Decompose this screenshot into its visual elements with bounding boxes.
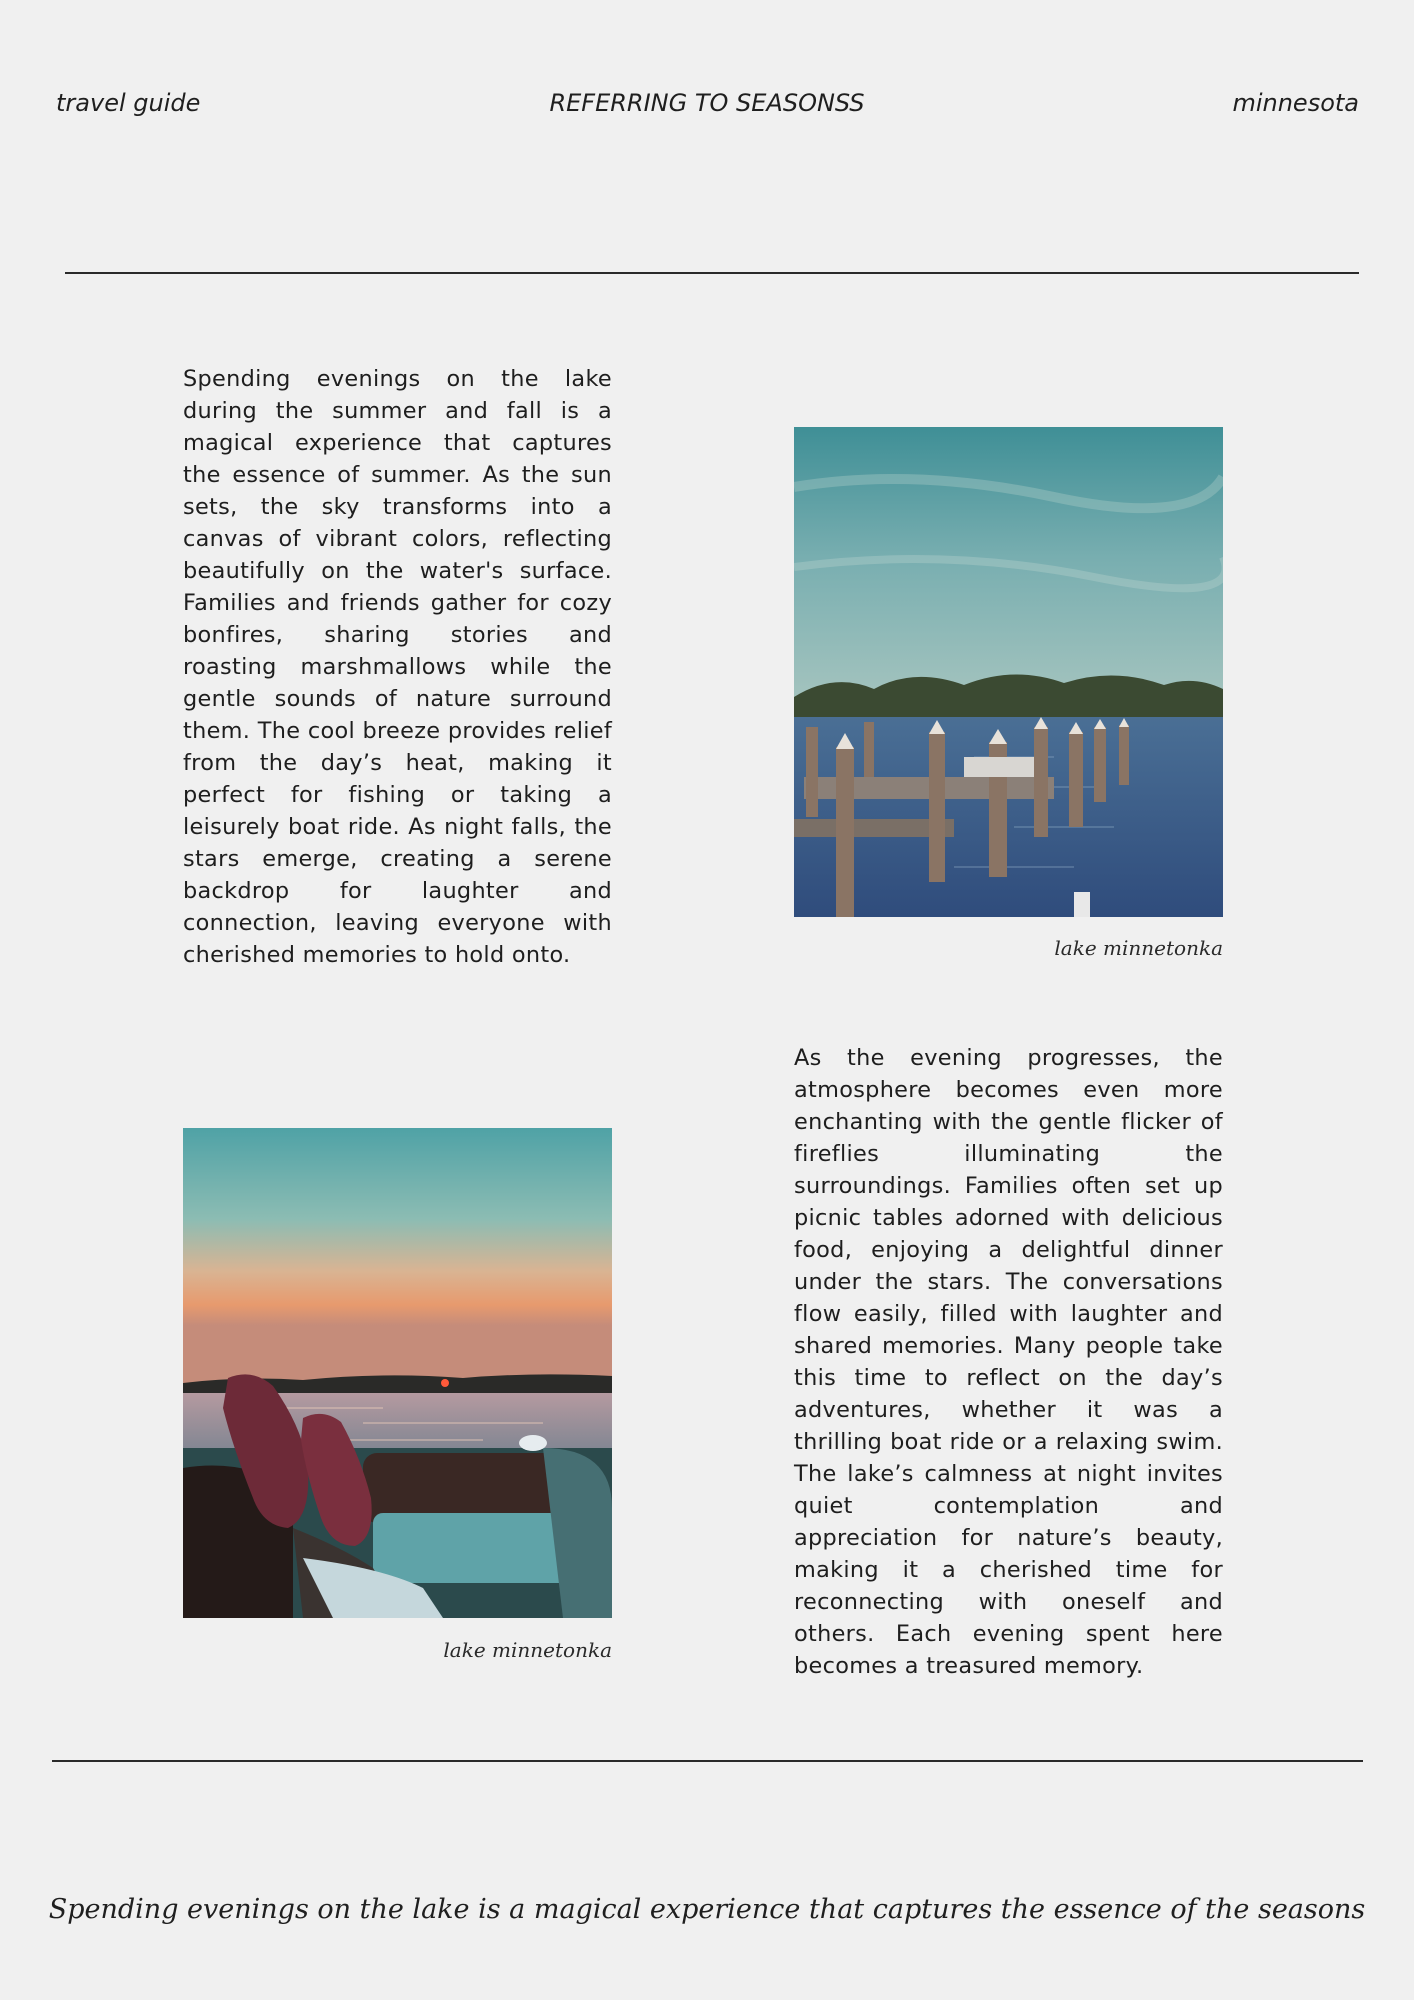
paragraph-summer-evenings: Spending evenings on the lake during the summer and fall is a magical experience that captures the essence of summer. As the sun sets, the sky transforms into a canvas of vibrant colors, reflecting beautifully on the water's surface. Families and friends gather for cozy bonfires, sharing stories and roasting marshmallows while the gentle sounds of nature surround them. The cool breeze provides relief from the day’s heat, making it perfect for fishing or taking a leisurely boat ride. As night falls, the stars emerge, creating a serene backdrop for laughter and connection, leaving everyone with cherished memories to hold onto. (183, 366, 612, 968)
sunset-boat-photo (183, 1128, 612, 1618)
dock-photo-caption: lake minnetonka (1054, 936, 1223, 960)
top-divider (65, 272, 1359, 274)
footer-quote: Spending evenings on the lake is a magical experience that captures the essence of the seasons (48, 1894, 1366, 1925)
dock-photo (794, 427, 1223, 917)
bottom-divider (52, 1760, 1363, 1762)
header-left-label: travel guide (56, 89, 201, 117)
paragraph-evening-progresses: As the evening progresses, the atmosphere becomes even more enchanting with the gentle flicker of fireflies illuminating the surroundings. Families often set up picnic tables adorned with delicious food, enjoying a delightful dinner under the stars. The conversations flow easily, filled with laughter and shared memories. Many people take this time to reflect on the day’s adventures, whether it was a thrilling boat ride or a relaxing swim. The lake’s calmness at night invites quiet contemplation and appreciation for nature’s beauty, making it a cherished time for reconnecting with oneself and others. Each evening spent here becomes a treasured memory. (794, 1045, 1223, 1679)
sunset-photo-caption: lake minnetonka (443, 1638, 612, 1662)
header-right-label: minnesota (1232, 89, 1359, 117)
header-title: REFERRING TO SEASONSS (549, 89, 865, 117)
